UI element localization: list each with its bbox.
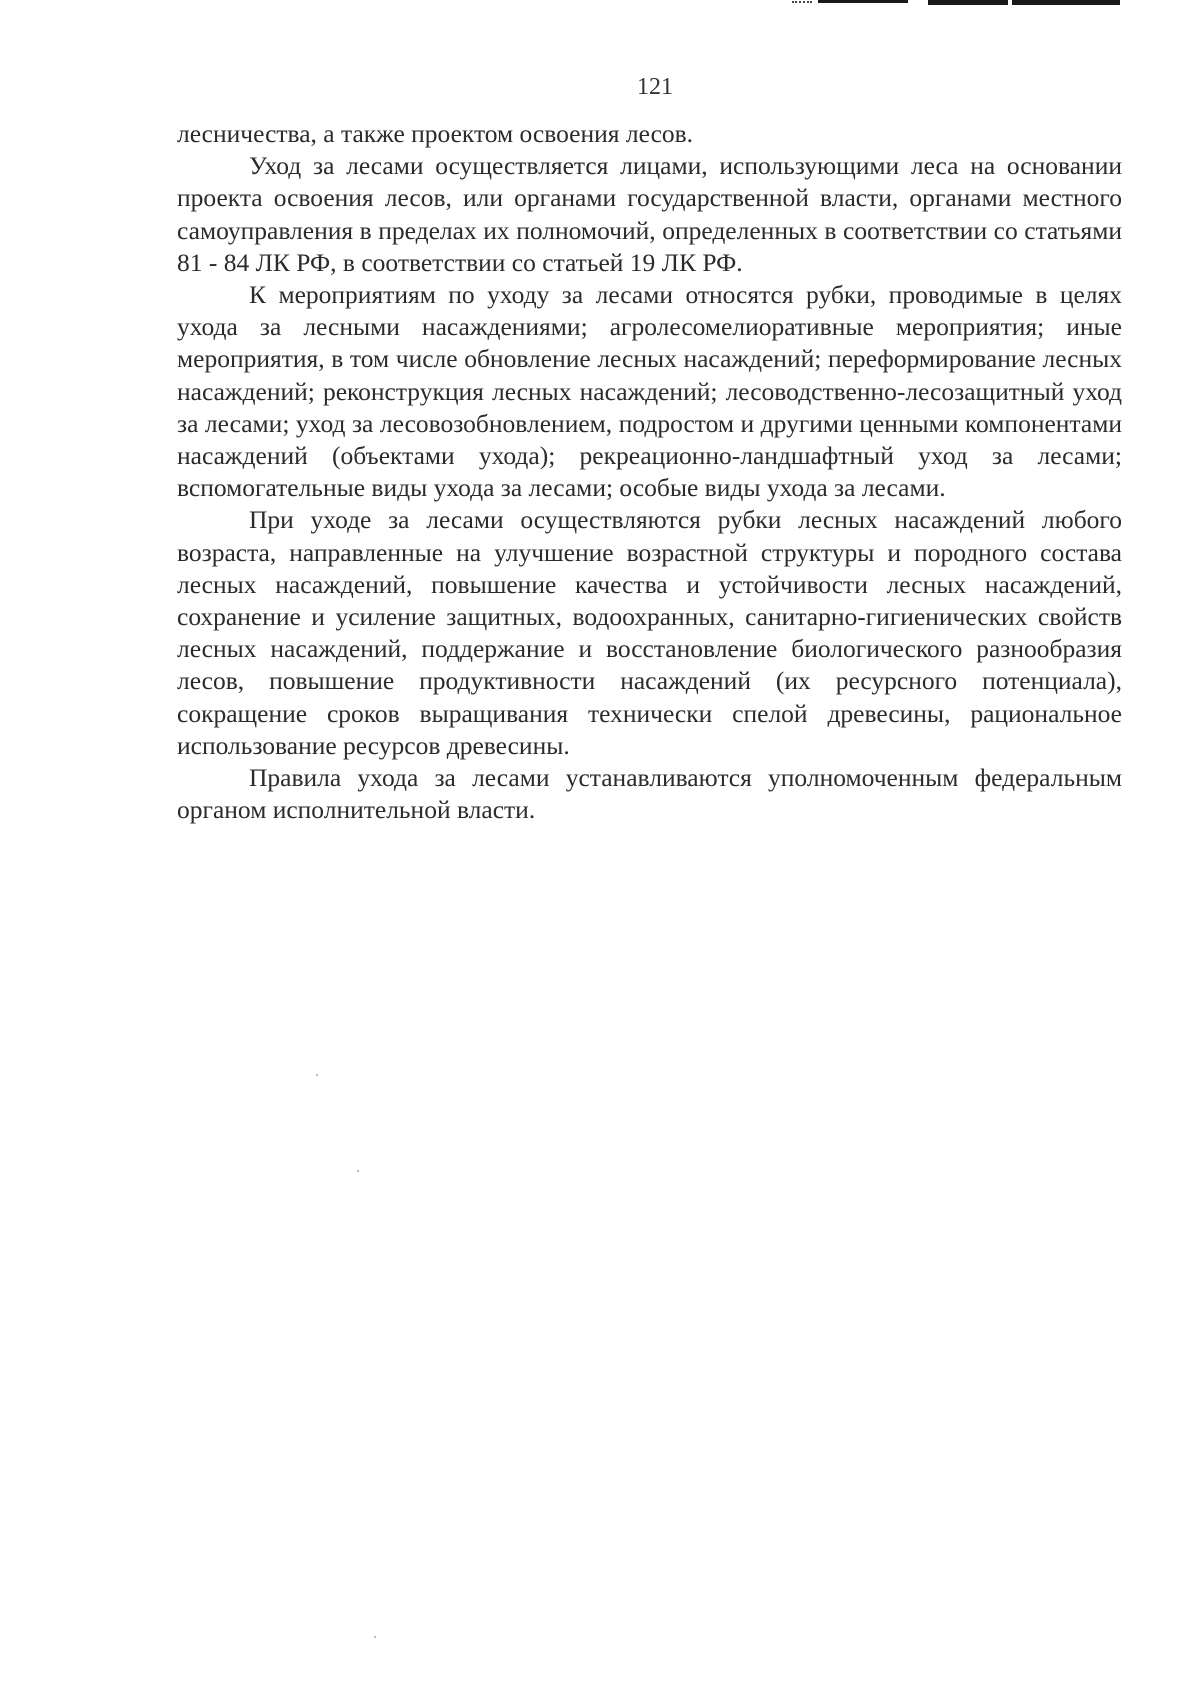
scan-artifact-dots — [792, 1, 812, 5]
paragraph-continuation: лесничества, а также проектом освоения лесов. — [177, 119, 694, 148]
scan-artifact-edge — [818, 0, 908, 3]
paragraph: Правила ухода за лесами устанавливаются уполномоченным федеральным органом исполнительной власти. — [177, 763, 1122, 825]
scan-speck — [316, 1074, 318, 1076]
body-text — [177, 118, 1122, 826]
paragraph: При уходе за лесами осуществляются рубки лесных насаждений любого возраста, направленные на улучшение возрастной структуры и породного состава лесных насаждений, повышение качества и устойчивости лесных насаждений, сохранение и усиление защитных, водоохранных, санитарно-гигиенических свойств лесных насаждений, поддержание и восстановление биологического разнообразия лесов, повышение продуктивности насаждений (их ресурсного потенциала), сокращение сроков выращивания технически спелой древесины, рациональное использование ресурсов древесины. — [177, 505, 1122, 760]
paragraph: К мероприятиям по уходу за лесами относятся рубки, проводимые в целях ухода за лесными насаждениями; агролесомелиоративные мероприятия; иные мероприятия, в том числе обновление лесных насаждений; переформирование лесных насаждений; реконструкция лесных насаждений; лесоводственно-лесозащитный уход за лесами; уход за лесовозобновлением, подростом и другими ценными компонентами насаждений (объектами ухода); рекреационно-ландшафтный уход за лесами; вспомогательные виды ухода за лесами; особые виды ухода за лесами. — [177, 280, 1122, 503]
scan-speck — [357, 1170, 359, 1172]
page-number: 121 — [637, 74, 673, 100]
paragraph: Уход за лесами осуществляется лицами, использующими леса на основании проекта освоения лесов, или органами государственной власти, органами местного самоуправления в пределах их полномочий, определенных в соответствии со статьями 81 - 84 ЛК РФ, в соответствии со статьей 19 ЛК РФ. — [177, 151, 1122, 277]
scan-artifact-edge — [1012, 0, 1120, 5]
scan-artifact-edge — [928, 0, 1008, 5]
scan-speck — [374, 1636, 376, 1638]
